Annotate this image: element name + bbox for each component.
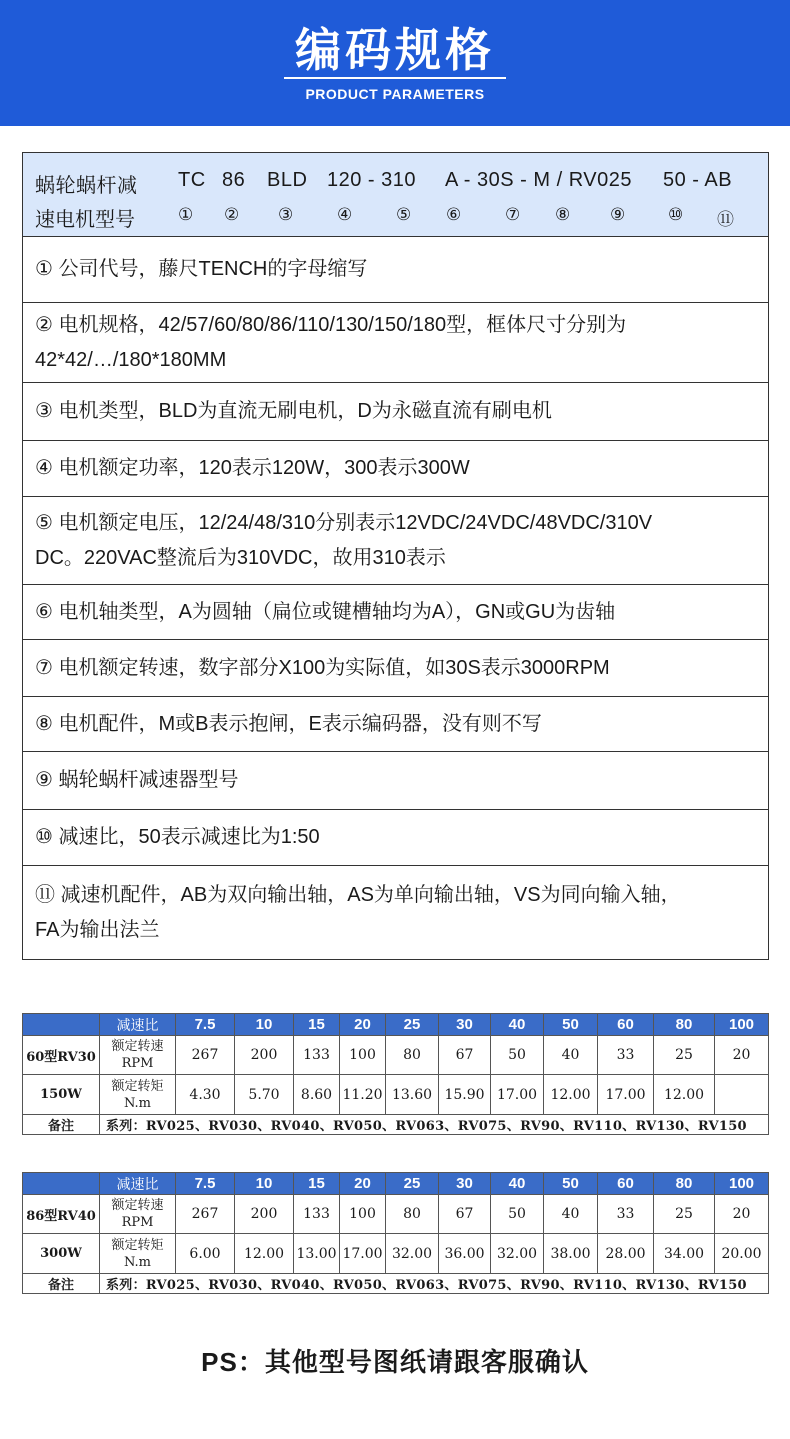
torque-value: 36.00 <box>439 1234 491 1274</box>
ratio-value: 30 <box>439 1014 491 1036</box>
torque-value <box>715 1075 769 1115</box>
speed-value: 67 <box>439 1036 491 1075</box>
spec-row-text: ① 公司代号，藤尺TENCH的字母缩写 <box>35 258 368 280</box>
speed-label-line1: 额定转速 <box>111 1039 164 1054</box>
ratio-value: 7.5 <box>176 1173 235 1195</box>
torque-label-line1: 额定转矩 <box>111 1078 164 1094</box>
ratio-value: 25 <box>386 1173 439 1195</box>
torque-label-line2: N.m <box>123 1254 151 1270</box>
ratio-value: 40 <box>491 1014 544 1036</box>
speed-value: 100 <box>340 1195 386 1234</box>
speed-value: 40 <box>544 1036 598 1075</box>
ratio-value: 60 <box>598 1173 654 1195</box>
spec-row-11 <box>23 866 768 959</box>
speed-value: 67 <box>439 1195 491 1234</box>
ratio-label: 减速比 <box>100 1014 176 1036</box>
spec-row-text: ② 电机规格，42/57/60/80/86/110/130/150/180型，框体尺寸分别为 <box>35 313 627 336</box>
speed-value: 33 <box>598 1195 654 1234</box>
note-row <box>23 1115 769 1135</box>
speed-value: 50 <box>491 1195 544 1234</box>
torque-value: 8.60 <box>294 1075 340 1115</box>
circled-num-7: ⑦ <box>505 205 521 224</box>
ratio-header-row <box>23 1173 769 1195</box>
speed-value: 25 <box>654 1195 715 1234</box>
spec-row-text: ③ 电机类型，BLD为直流无刷电机，D为永磁直流有刷电机 <box>35 400 552 422</box>
spec-row-8 <box>23 697 768 752</box>
performance-table-86-rv40 <box>22 1172 769 1294</box>
model-label-line1: 蜗轮蜗杆减 <box>35 175 138 197</box>
torque-value: 17.00 <box>598 1075 654 1115</box>
page-subtitle: PRODUCT PARAMETERS <box>305 86 485 102</box>
speed-value: 133 <box>294 1195 340 1234</box>
speed-value: 20 <box>715 1195 769 1234</box>
torque-value: 11.20 <box>340 1075 386 1115</box>
circled-num-6: ⑥ <box>446 205 462 224</box>
spec-row-9 <box>23 752 768 810</box>
circled-num-10: ⑩ <box>668 205 684 224</box>
speed-value: 200 <box>235 1195 294 1234</box>
ratio-header-row <box>23 1014 769 1036</box>
ratio-value: 7.5 <box>176 1014 235 1036</box>
code-part-6: 50 - AB <box>663 169 733 191</box>
spec-row-text: ⑦ 电机额定转速，数字部分X100为实际值，如30S表示3000RPM <box>35 656 610 679</box>
spec-row-1 <box>23 237 768 303</box>
torque-row <box>23 1075 769 1115</box>
page-title: 编码规格 <box>295 23 495 77</box>
speed-value: 20 <box>715 1036 769 1075</box>
ratio-label: 减速比 <box>100 1173 176 1195</box>
speed-value: 267 <box>176 1036 235 1075</box>
torque-label <box>100 1075 176 1115</box>
spec-row-text: ④ 电机额定功率，120表示120W，300表示300W <box>35 457 470 479</box>
speed-label <box>100 1036 176 1075</box>
model-code-spec-table <box>22 152 769 960</box>
ratio-value: 60 <box>598 1014 654 1036</box>
model-cell: 60型RV30 <box>23 1036 100 1075</box>
power-cell: 150W <box>23 1075 100 1115</box>
spec-row-text: ⑥ 电机轴类型，A为圆轴（扁位或键槽轴均为A），GN或GU为齿轴 <box>35 600 616 623</box>
spec-row-text: ⑧ 电机配件，M或B表示抱闸，E表示编码器，没有则不写 <box>35 712 542 735</box>
ratio-value: 80 <box>654 1173 715 1195</box>
ratio-value: 15 <box>294 1014 340 1036</box>
circled-num-2: ② <box>224 205 240 224</box>
torque-value: 17.00 <box>491 1075 544 1115</box>
torque-row <box>23 1234 769 1274</box>
torque-value: 12.00 <box>544 1075 598 1115</box>
code-part-2: 86 <box>222 169 246 191</box>
series-list: 系列：RV025、RV030、RV040、RV050、RV063、RV075、RV90、RV110、RV130、RV150 <box>100 1274 769 1294</box>
spec-row-2 <box>23 303 768 383</box>
torque-value: 15.90 <box>439 1075 491 1115</box>
model-cell: 86型RV40 <box>23 1195 100 1234</box>
title-divider <box>284 77 506 79</box>
ratio-value: 10 <box>235 1014 294 1036</box>
spec-row-text: ⑪ 减速机配件，AB为双向输出轴，AS为单向输出轴，VS为同向输入轴， <box>35 883 681 906</box>
ratio-value: 30 <box>439 1173 491 1195</box>
circled-num-4: ④ <box>337 205 353 224</box>
code-part-4: 120 - 310 <box>327 169 417 191</box>
spec-row-text: ⑤ 电机额定电压，12/24/48/310分别表示12VDC/24VDC/48VDC/310V <box>35 511 653 534</box>
speed-value: 33 <box>598 1036 654 1075</box>
note-label: 备注 <box>23 1274 100 1294</box>
torque-label-line2: N.m <box>123 1095 151 1111</box>
torque-value: 12.00 <box>654 1075 715 1115</box>
ratio-value: 20 <box>340 1014 386 1036</box>
speed-value: 50 <box>491 1036 544 1075</box>
spec-row-4 <box>23 441 768 497</box>
torque-value: 4.30 <box>176 1075 235 1115</box>
spec-row-text: FA为输出法兰 <box>35 918 160 941</box>
power-cell: 300W <box>23 1234 100 1274</box>
spec-row-5 <box>23 497 768 585</box>
speed-label <box>100 1195 176 1234</box>
torque-label-line1: 额定转矩 <box>111 1237 164 1253</box>
performance-table-60-rv30 <box>22 1013 769 1135</box>
ratio-value: 15 <box>294 1173 340 1195</box>
speed-value: 25 <box>654 1036 715 1075</box>
circled-num-3: ③ <box>278 205 294 224</box>
torque-value: 38.00 <box>544 1234 598 1274</box>
speed-value: 100 <box>340 1036 386 1075</box>
torque-value: 12.00 <box>235 1234 294 1274</box>
torque-value: 13.00 <box>294 1234 340 1274</box>
speed-label-line2: RPM <box>121 1215 154 1230</box>
torque-label <box>100 1234 176 1274</box>
speed-label-line1: 额定转速 <box>111 1198 164 1213</box>
torque-value: 6.00 <box>176 1234 235 1274</box>
spec-row-3 <box>23 383 768 441</box>
torque-value: 20.00 <box>715 1234 769 1274</box>
ratio-value: 80 <box>654 1014 715 1036</box>
model-label-line2: 速电机型号 <box>35 209 135 231</box>
torque-value: 32.00 <box>386 1234 439 1274</box>
header-banner <box>0 0 790 126</box>
ratio-value: 25 <box>386 1014 439 1036</box>
spec-header <box>23 153 768 237</box>
spec-row-text: DC。220VAC整流后为310VDC，故用310表示 <box>35 546 446 569</box>
header-blank <box>23 1014 100 1036</box>
ratio-value: 50 <box>544 1014 598 1036</box>
spec-row-text: 42*42/…/180*180MM <box>35 348 227 371</box>
footer-note: PS：其他型号图纸请跟客服确认 <box>201 1347 589 1377</box>
circled-num-1: ① <box>178 205 194 224</box>
ratio-value: 100 <box>715 1014 769 1036</box>
note-row <box>23 1274 769 1294</box>
torque-value: 32.00 <box>491 1234 544 1274</box>
circled-num-11: ⑪ <box>717 210 734 229</box>
speed-row <box>23 1036 769 1075</box>
speed-value: 80 <box>386 1036 439 1075</box>
spec-row-text: ⑩ 减速比，50表示减速比为1:50 <box>35 826 320 848</box>
speed-value: 80 <box>386 1195 439 1234</box>
ratio-value: 100 <box>715 1173 769 1195</box>
ratio-value: 10 <box>235 1173 294 1195</box>
speed-value: 200 <box>235 1036 294 1075</box>
note-label: 备注 <box>23 1115 100 1135</box>
spec-row-10 <box>23 810 768 866</box>
torque-value: 28.00 <box>598 1234 654 1274</box>
torque-value: 34.00 <box>654 1234 715 1274</box>
ratio-value: 40 <box>491 1173 544 1195</box>
speed-row <box>23 1195 769 1234</box>
circled-num-8: ⑧ <box>555 205 571 224</box>
torque-value: 13.60 <box>386 1075 439 1115</box>
torque-value: 17.00 <box>340 1234 386 1274</box>
spec-row-7 <box>23 640 768 697</box>
speed-value: 40 <box>544 1195 598 1234</box>
speed-value: 133 <box>294 1036 340 1075</box>
code-part-5: A - 30S - M / RV025 <box>445 169 632 191</box>
speed-label-line2: RPM <box>121 1056 154 1071</box>
speed-value: 267 <box>176 1195 235 1234</box>
spec-row-text: ⑨ 蜗轮蜗杆减速器型号 <box>35 769 239 791</box>
ratio-value: 50 <box>544 1173 598 1195</box>
spec-row-6 <box>23 585 768 640</box>
header-blank <box>23 1173 100 1195</box>
torque-value: 5.70 <box>235 1075 294 1115</box>
code-part-1: TC <box>178 169 206 191</box>
series-list: 系列：RV025、RV030、RV040、RV050、RV063、RV075、RV90、RV110、RV130、RV150 <box>100 1115 769 1135</box>
ratio-value: 20 <box>340 1173 386 1195</box>
code-part-3: BLD <box>267 169 308 191</box>
circled-num-9: ⑨ <box>610 205 626 224</box>
circled-num-5: ⑤ <box>396 205 412 224</box>
